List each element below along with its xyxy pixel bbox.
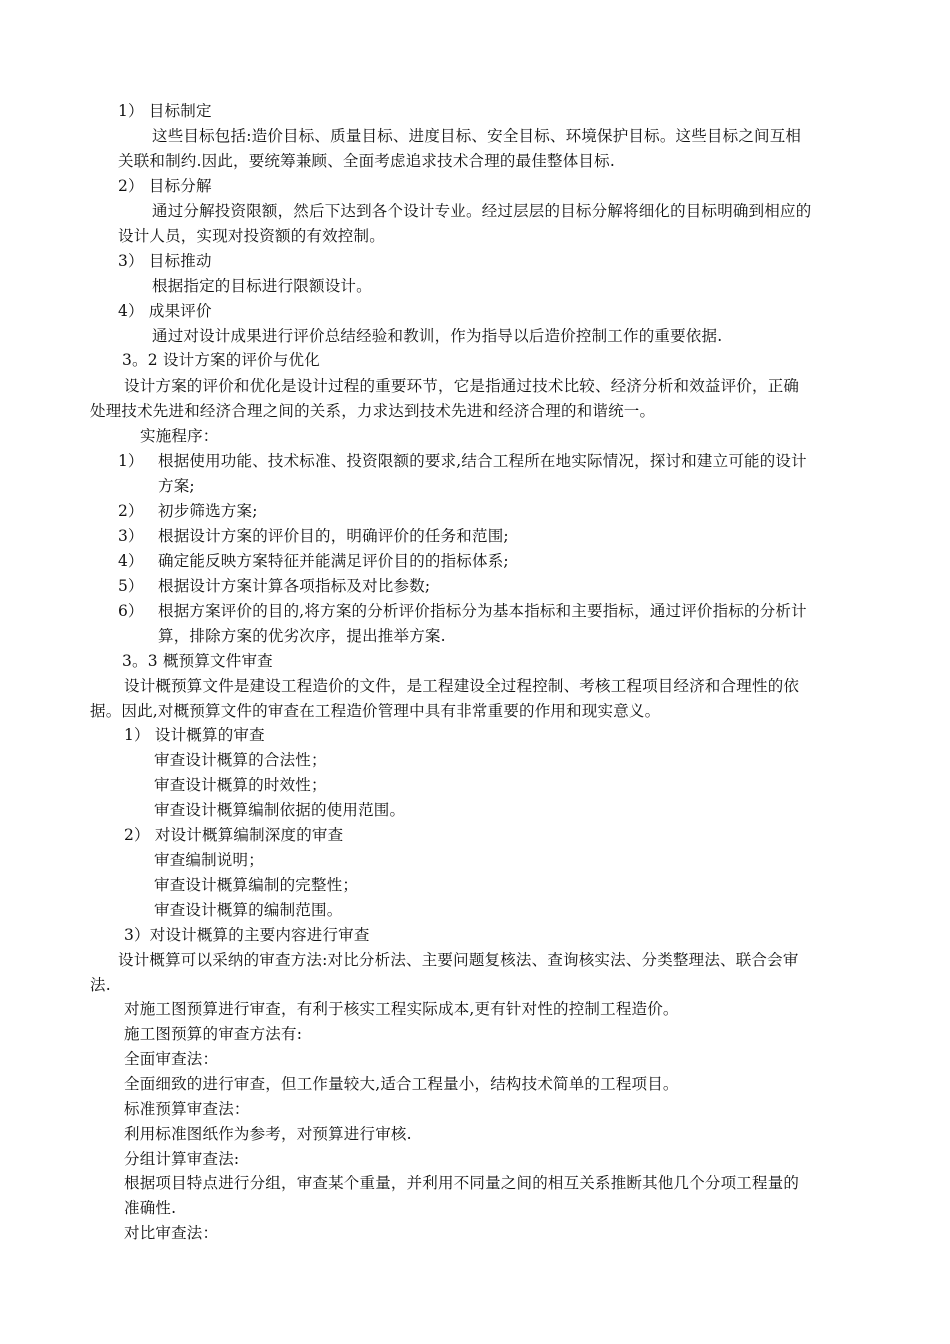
step-number: 1） (118, 452, 144, 470)
paragraph-line: 关联和制约.因此，要统筹兼顾、全面考虑追求技术合理的最佳整体目标. (118, 152, 615, 170)
step-text: 根据使用功能、技术标准、投资限额的要求,结合工程所在地实际情况，探讨和建立可能的设计 (158, 452, 807, 470)
subitem-label: 2） 对设计概算编制深度的审查 (124, 826, 344, 844)
subitem-label: 1） 设计概算的审查 (124, 726, 265, 744)
step-text: 确定能反映方案特征并能满足评价目的的指标体系; (158, 552, 509, 570)
method-desc: 全面细致的进行审查，但工作量较大,适合工程量小，结构技术简单的工程项目。 (124, 1075, 679, 1093)
method-desc: 利用标准图纸作为参考，对预算进行审核. (124, 1125, 412, 1143)
subitem-line: 审查设计概算的编制范围。 (154, 901, 343, 919)
item-label-goal-promotion: 3） 目标推动 (118, 252, 212, 270)
step-number: 2） (118, 502, 144, 520)
section-heading-3-3: 3。3 概预算文件审查 (122, 652, 273, 670)
method-label: 分组计算审查法: (124, 1150, 240, 1168)
procedure-label: 实施程序： (140, 427, 219, 445)
item-label-result-evaluation: 4） 成果评价 (118, 302, 212, 320)
paragraph-line: 法. (90, 976, 111, 994)
step-number: 4） (118, 552, 144, 570)
method-label: 全面审查法： (124, 1050, 219, 1068)
item-label-goal-setting: 1） 目标制定 (118, 102, 212, 120)
step-text: 方案; (158, 477, 195, 495)
subitem-label: 3）对设计概算的主要内容进行审查 (124, 926, 370, 944)
section-heading-3-2: 3。2 设计方案的评价与优化 (122, 351, 320, 369)
step-number: 5） (118, 577, 144, 595)
step-text: 根据方案评价的目的,将方案的分析评价指标分为基本指标和主要指标，通过评价指标的分析计 (158, 602, 807, 620)
item-label-goal-decomposition: 2） 目标分解 (118, 177, 212, 195)
subitem-line: 审查设计概算编制的完整性； (154, 876, 359, 894)
paragraph-line: 设计人员，实现对投资额的有效控制。 (118, 227, 385, 245)
paragraph-line: 处理技术先进和经济合理之间的关系，力求达到技术先进和经济合理的和谐统一。 (90, 402, 656, 420)
subitem-line: 审查设计概算的合法性； (154, 751, 327, 769)
paragraph-line: 设计概预算文件是建设工程造价的文件，是工程建设全过程控制、考核工程项目经济和合理性的依 (124, 677, 800, 695)
method-label: 标准预算审查法： (124, 1100, 250, 1118)
method-desc: 根据项目特点进行分组，审查某个重量，并利用不同量之间的相互关系推断其他几个分项工程量的 (124, 1174, 800, 1192)
paragraph-line: 施工图预算的审查方法有: (124, 1025, 303, 1043)
step-number: 3） (118, 527, 144, 545)
paragraph-line: 根据指定的目标进行限额设计。 (152, 277, 372, 295)
step-number: 6） (118, 602, 144, 620)
step-text: 初步筛选方案; (158, 502, 258, 520)
step-text: 根据设计方案的评价目的，明确评价的任务和范围; (158, 527, 509, 545)
subitem-line: 审查编制说明； (154, 851, 264, 869)
paragraph-line: 通过分解投资限额，然后下达到各个设计专业。经过层层的目标分解将细化的目标明确到相应的 (152, 202, 812, 220)
step-text: 算，排除方案的优劣次序，提出推举方案. (158, 627, 446, 645)
paragraph-line: 对施工图预算进行审查，有利于核实工程实际成本,更有针对性的控制工程造价。 (124, 1000, 679, 1018)
method-desc: 准确性. (124, 1199, 177, 1217)
subitem-line: 审查设计概算编制依据的使用范围。 (154, 801, 406, 819)
paragraph-line: 这些目标包括:造价目标、质量目标、进度目标、安全目标、环境保护目标。这些目标之间互相 (152, 127, 802, 145)
paragraph-line: 设计方案的评价和优化是设计过程的重要环节，它是指通过技术比较、经济分析和效益评价，正确 (124, 377, 800, 395)
paragraph-line: 据。因此,对概预算文件的审查在工程造价管理中具有非常重要的作用和现实意义。 (90, 702, 661, 720)
step-text: 根据设计方案计算各项指标及对比参数; (158, 577, 431, 595)
paragraph-line: 通过对设计成果进行评价总结经验和教训，作为指导以后造价控制工作的重要依据. (152, 327, 723, 345)
method-label: 对比审查法： (124, 1224, 219, 1242)
paragraph-line: 设计概算可以采纳的审查方法:对比分析法、主要问题复核法、查询核实法、分类整理法、联合会审 (118, 951, 799, 969)
subitem-line: 审查设计概算的时效性； (154, 776, 327, 794)
